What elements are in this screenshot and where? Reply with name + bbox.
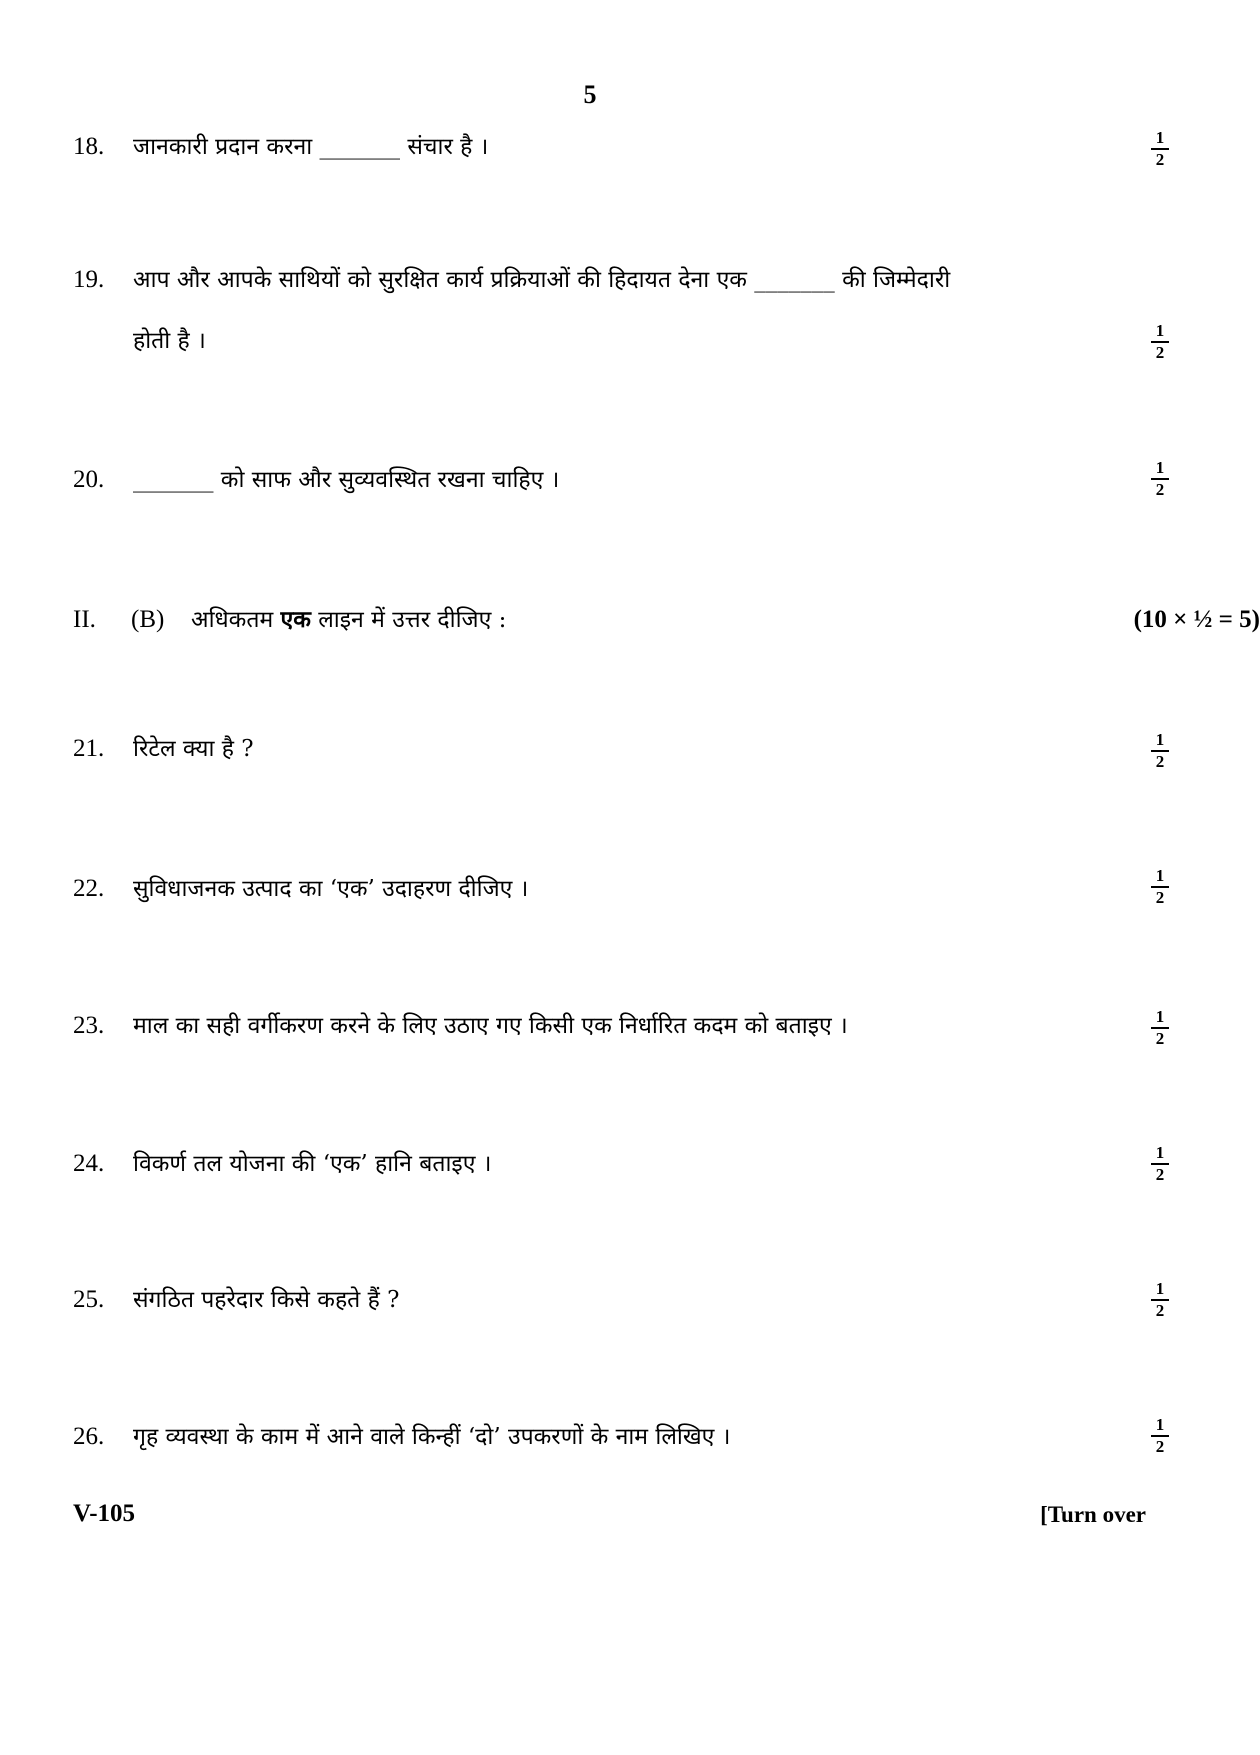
question-number: 23.	[73, 1012, 105, 1039]
marks-half: $\frac{1}{2}$	[1151, 1145, 1169, 1183]
question-text: माल का सही वर्गीकरण करने के लिए उठाए गए किसी एक निर्धारित कदम को बताइए ।	[133, 1013, 848, 1039]
question-number: 24.	[73, 1150, 105, 1177]
question-number: 21.	[73, 735, 105, 762]
question-number: 19.	[73, 266, 105, 293]
question-number: 18.	[73, 133, 105, 160]
marks-half: $\frac{1}{2}$	[1151, 732, 1169, 770]
question-text: विकर्ण तल योजना की ‘एक’ हानि बताइए ।	[133, 1151, 492, 1177]
question-number: 22.	[73, 875, 105, 902]
section-sub: (B)	[131, 606, 165, 633]
question-text-continued: होती है ।	[133, 328, 206, 354]
turn-over-note: [Turn over	[1040, 1502, 1146, 1527]
section-marks: (10 × ½ = 5)	[1133, 606, 1260, 633]
marks-half: $\frac{1}{2}$	[1151, 460, 1169, 498]
section-roman: II.	[73, 606, 96, 633]
section-instruction: अधिकतम एक लाइन में उत्तर दीजिए :	[191, 606, 507, 633]
marks-half: $\frac{1}{2}$	[1151, 1009, 1169, 1047]
question-number: 20.	[73, 466, 105, 493]
question-text: गृह व्यवस्था के काम में आने वाले किन्हीं ‘दो’ उपकरणों के नाम लिखिए ।	[133, 1424, 731, 1450]
marks-half: $\frac{1}{2}$	[1151, 1281, 1169, 1319]
question-text: संगठित पहरेदार किसे कहते हैं ?	[133, 1287, 400, 1313]
question-text: आप और आपके साथियों को सुरक्षित कार्य प्रक्रियाओं की हिदायत देना एक _______ की जिम्मेदारी	[133, 267, 951, 293]
question-text: सुविधाजनक उत्पाद का ‘एक’ उदाहरण दीजिए ।	[133, 876, 529, 902]
page-number: 5	[583, 80, 597, 109]
question-number: 25.	[73, 1286, 105, 1313]
marks-half: $\frac{1}{2}$	[1151, 323, 1169, 361]
marks-half: $\frac{1}{2}$	[1151, 868, 1169, 906]
question-text: जानकारी प्रदान करना _______ संचार है ।	[133, 134, 489, 160]
question-number: 26.	[73, 1423, 105, 1450]
marks-half: $\frac{1}{2}$	[1151, 130, 1169, 168]
paper-code: V-105	[73, 1500, 136, 1527]
question-text: _______ को साफ और सुव्यवस्थित रखना चाहिए ।	[133, 467, 560, 493]
marks-half: $\frac{1}{2}$	[1151, 1417, 1169, 1455]
question-text: रिटेल क्या है ?	[133, 736, 254, 762]
